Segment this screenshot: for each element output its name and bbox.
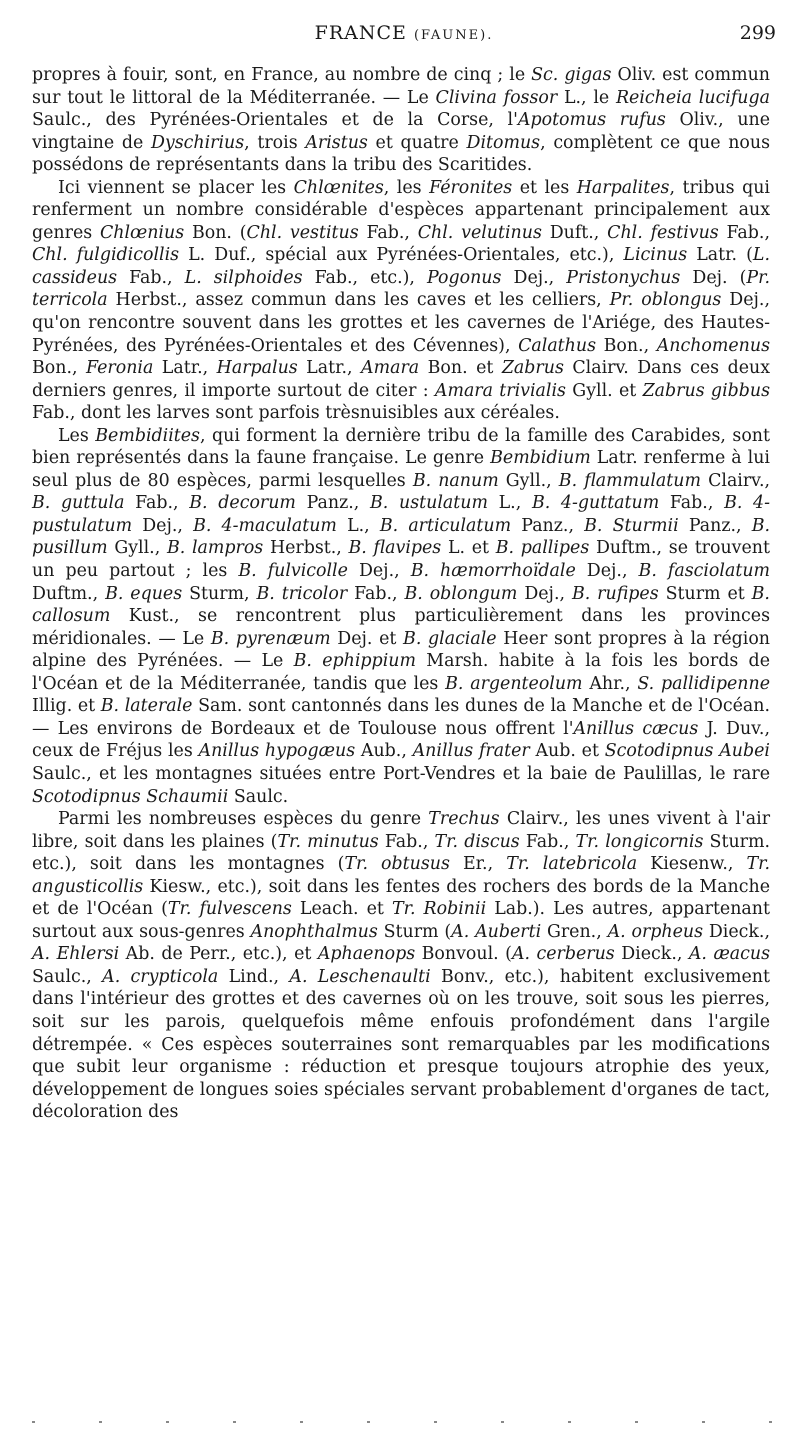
text-run: Fab., etc.), xyxy=(302,267,428,288)
taxon-name: Dyschirius xyxy=(150,132,245,153)
taxon-name: Ditomus xyxy=(466,132,541,153)
text-run: L. et xyxy=(441,538,496,559)
taxon-name: Tr. Robinii xyxy=(391,899,487,920)
paragraph xyxy=(32,808,770,1124)
text-run: Er., xyxy=(449,854,507,875)
text-run: Bon., xyxy=(596,335,657,356)
page-number: 299 xyxy=(739,22,776,44)
taxon-name: Scotodipnus Schaumii xyxy=(32,786,229,807)
taxon-name: Tr. latebricola xyxy=(506,854,638,875)
text-run: Oliv. est commun sur tout le littoral de la Méditerranée. — Le xyxy=(32,65,770,108)
taxon-name: Anophthalmus xyxy=(250,921,378,942)
taxon-name: A. Leschenaulti xyxy=(289,966,431,987)
text-run: L., xyxy=(336,515,380,536)
text-run: Fab., xyxy=(519,831,576,852)
text-run: Bon. et xyxy=(419,358,502,379)
text-run: et quatre xyxy=(367,132,467,153)
taxon-name: Aphaenops xyxy=(317,944,416,965)
taxon-name: B. nanum xyxy=(412,470,499,491)
text-run: Fab., dont les larves sont parfois trèsnuisibles aux céréales. xyxy=(32,403,560,424)
text-run: L. Duf., spécial aux Pyrénées-Orientales, etc.), xyxy=(179,245,624,266)
text-run: Clairv. Dans ces deux derniers genres, il importe surtout de citer : xyxy=(32,358,771,401)
body-text xyxy=(32,64,770,1124)
text-run: Latr., xyxy=(153,358,217,379)
text-run: Panz., xyxy=(678,515,752,536)
taxon-name: B. laterale xyxy=(100,696,193,717)
taxon-name: Amara trivialis xyxy=(434,380,566,401)
taxon-name: Anillus frater xyxy=(412,741,530,762)
taxon-name: Féronites xyxy=(429,177,513,198)
taxon-name: Anillus cæcus xyxy=(573,718,699,739)
text-run: Panz., xyxy=(511,515,585,536)
text-run: Gyll. et xyxy=(565,380,643,401)
text-run: Ici viennent se placer les xyxy=(58,177,294,198)
taxon-name: Licinus xyxy=(623,245,688,266)
text-run: Aub., xyxy=(355,741,413,762)
taxon-name: B. callosum xyxy=(32,583,770,627)
taxon-name: B. tricolor xyxy=(256,583,348,604)
text-run: Les xyxy=(58,425,96,446)
taxon-name: B. flammulatum xyxy=(558,470,701,491)
text-run: Dej. et xyxy=(330,628,404,649)
taxon-name: B. rufipes xyxy=(571,583,659,604)
taxon-name: B. argenteolum xyxy=(445,673,583,694)
text-run: Illig. et xyxy=(32,696,101,717)
taxon-name: B. guttula xyxy=(32,493,125,514)
text-run: Latr., xyxy=(297,358,362,379)
text-run: Clairv., xyxy=(700,470,770,491)
text-run: Bon., xyxy=(32,358,86,379)
taxon-name: B. eques xyxy=(105,583,183,604)
text-run: Kiesw., etc.), soit dans les fentes des rochers des bords de la Manche et de l'Océan ( xyxy=(32,876,770,920)
taxon-name: A. Ehlersi xyxy=(32,944,120,965)
taxon-name: Chlœnites xyxy=(293,177,384,198)
taxon-name: Zabrus gibbus xyxy=(642,380,771,401)
text-run: Panz., xyxy=(295,493,371,514)
taxon-name: B. ustulatum xyxy=(370,493,488,514)
taxon-name: Tr. longicornis xyxy=(575,831,704,852)
page-header xyxy=(32,22,776,56)
taxon-name: B. 4-pustulatum xyxy=(32,493,771,536)
taxon-name: Chl. fulgidicollis xyxy=(32,245,180,266)
taxon-name: Amara xyxy=(361,358,420,379)
taxon-name: B. ephippium xyxy=(293,651,416,672)
taxon-name: Tr. angusticollis xyxy=(32,854,770,897)
taxon-name: Tr. obtusus xyxy=(344,854,450,875)
text-run: Ahr., xyxy=(582,673,638,694)
taxon-name: Feronia xyxy=(86,358,154,379)
taxon-name: A. crypticola xyxy=(102,966,219,987)
text-run: Kust., se rencontrent plus particulièrement dans les provinces méridionales. — Le xyxy=(32,606,770,649)
taxon-name: Chl. vestitus xyxy=(246,222,359,243)
text-run: Dieck., xyxy=(703,921,770,942)
taxon-name: Scotodipnus Aubei xyxy=(604,741,770,762)
text-run: Leach. et xyxy=(291,899,392,920)
taxon-name: Bembidiites xyxy=(95,425,200,446)
taxon-name: Zabrus xyxy=(501,358,564,379)
taxon-name: A. orpheus xyxy=(607,921,704,942)
taxon-name: Reicheia lucifuga xyxy=(615,87,771,108)
text-run: , tribus qui renferment un nombre considérable d'espèces appartenant principalement aux genres xyxy=(32,177,770,243)
text-run: Sturm ( xyxy=(377,921,452,942)
text-run: Oliv., une vingtaine de xyxy=(32,110,771,153)
taxon-name: Aristus xyxy=(305,132,368,153)
taxon-name: B. 4-maculatum xyxy=(193,515,337,536)
taxon-name: Harpalus xyxy=(216,358,298,379)
text-run: Duftm., se trouvent un peu partout ; les xyxy=(32,538,770,582)
text-run: , trois xyxy=(244,132,306,153)
text-run: Sturm. etc.), soit dans les montagnes ( xyxy=(32,831,770,875)
text-run: Dej. ( xyxy=(680,267,747,288)
taxon-name: Pogonus xyxy=(427,267,502,288)
taxon-name: Anillus hypogæus xyxy=(198,741,356,762)
text-run: L., xyxy=(487,493,532,514)
taxon-name: Chlœnius xyxy=(99,222,185,243)
text-run: Dej., xyxy=(501,267,567,288)
text-run: Fab., xyxy=(718,222,770,243)
taxon-name: S. pallidipenne xyxy=(637,673,770,694)
text-run: Fab., xyxy=(347,583,405,604)
text-run: propres à fouir, sont, en France, au nombre de cinq ; le xyxy=(32,65,532,85)
text-run: Dej., xyxy=(132,515,194,536)
taxon-name: Clivina fossor xyxy=(435,87,558,108)
taxon-name: Calathus xyxy=(518,335,596,356)
text-run: Fab., xyxy=(124,493,190,514)
text-run: Heer sont propres à la région alpine des Pyrénées. — Le xyxy=(32,628,770,672)
running-title xyxy=(32,22,776,44)
taxon-name: A. æacus xyxy=(688,944,771,965)
text-run: Aub. et xyxy=(529,741,605,762)
taxon-name: Apotomus rufus xyxy=(517,110,666,131)
running-title-main: FRANCE xyxy=(314,22,414,44)
text-run: Lab.). Les autres, appartenant surtout aux sous-genres xyxy=(32,899,770,942)
text-run: Gren., xyxy=(541,921,608,942)
taxon-name: B. oblongum xyxy=(404,583,518,604)
taxon-name: Chl. festivus xyxy=(607,222,719,243)
text-run: Fab., xyxy=(358,222,418,243)
taxon-name: Trechus xyxy=(428,809,500,830)
text-run: Fab., xyxy=(117,267,185,288)
taxon-name: B. Sturmii xyxy=(584,515,679,536)
taxon-name: B. articulatum xyxy=(379,515,512,536)
taxon-name: B. pyrenæum xyxy=(210,628,331,649)
text-run: Bon. ( xyxy=(184,222,247,243)
text-run: Lind., xyxy=(218,966,290,987)
taxon-name: Tr. minutus xyxy=(277,831,379,852)
taxon-name: Anchomenus xyxy=(656,335,770,356)
text-run: Parmi les nombreuses espèces du genre xyxy=(58,809,429,830)
text-run: Saulc., xyxy=(32,966,103,987)
text-run: Sam. sont cantonnés dans les dunes de la Manche et de l'Océan. — Les environs de Bordeaux et de Toulouse nous offrent l' xyxy=(32,696,770,739)
taxon-name: Pr. oblongus xyxy=(609,290,722,311)
taxon-name: B. decorum xyxy=(189,493,296,514)
text-run: Bonv., etc.), habitent exclusivement dans l'intérieur des grottes et des cavernes où on les trouve, soit sous les pierres, soit sur les parois, quelquefois même enfouis profondément dans l'argile détrempée. « Ces espèces souterraines sont remarquables par les modifications que subit leur organisme : réduction et presque toujours atrophie des yeux, développement de longues soies spéciales servant probablement d'organes de tact, décoloration des xyxy=(32,966,770,1123)
taxon-name: A. cerberus xyxy=(511,944,615,965)
text-run: J. Duv., ceux de Fréjus les xyxy=(32,718,770,762)
text-run: Sturm, xyxy=(182,583,257,604)
text-run: , complètent ce que nous possédons de représentants dans la tribu des Scaritides. xyxy=(32,132,771,176)
taxon-name: B. fasciolatum xyxy=(638,561,771,582)
text-run: Saulc. xyxy=(228,786,289,807)
taxon-name: A. Auberti xyxy=(451,921,542,942)
taxon-name: Harpalites xyxy=(576,177,670,198)
text-run: Gyll., xyxy=(107,538,167,559)
text-run: Duft., xyxy=(541,222,608,243)
taxon-name: B. flavipes xyxy=(348,538,442,559)
text-run: , les xyxy=(383,177,430,198)
text-run: Ab. de Perr., etc.), et xyxy=(119,944,318,965)
text-run: Gyll., xyxy=(498,470,559,491)
taxon-name: Bembidium xyxy=(490,448,591,469)
taxon-name: Chl. velutinus xyxy=(417,222,542,243)
text-run: Fab., xyxy=(659,493,725,514)
text-run: Saulc., et les montagnes situées entre Port-Vendres et la baie de Paulillas, le rare xyxy=(32,763,770,784)
text-run: Latr. renferme à lui seul plus de 80 espèces, parmi lesquelles xyxy=(32,448,770,491)
text-run: Dej., xyxy=(517,583,572,604)
taxon-name: Tr. fulvescens xyxy=(167,899,292,920)
paragraph xyxy=(32,425,770,808)
taxon-name: Pr. terricola xyxy=(32,267,771,311)
text-run: L., le xyxy=(557,87,616,108)
text-run: Herbst., xyxy=(263,538,349,559)
taxon-name: B. pallipes xyxy=(495,538,590,559)
text-run: , qui forment la dernière tribu de la famille des Carabides, sont bien représentés dans la faune française. Le genre xyxy=(32,425,770,469)
taxon-name: B. hæmorrhoïdale xyxy=(410,561,576,582)
text-run: Dej., xyxy=(347,561,411,582)
taxon-name: B. glaciale xyxy=(403,628,497,649)
text-run: Bonvoul. ( xyxy=(415,944,512,965)
text-run: Sturm et xyxy=(658,583,752,604)
text-run: Dej., qu'on rencontre souvent dans les grottes et les cavernes de l'Ariége, des Hautes-Pyrénées, des Pyrénées-Orientales et des Cévennes), xyxy=(32,290,770,356)
taxon-name: L. silphoides xyxy=(184,267,303,288)
text-run: Latr. ( xyxy=(687,245,753,266)
text-run: Herbst., assez commun dans les caves et les celliers, xyxy=(107,290,610,311)
paragraph xyxy=(32,177,770,425)
taxon-name: B. fulvicolle xyxy=(238,561,348,582)
taxon-name: B. lampros xyxy=(166,538,264,559)
taxon-name: B. pusillum xyxy=(32,515,771,559)
text-run: Duftm., xyxy=(32,583,106,604)
text-run: et les xyxy=(512,177,577,198)
text-run: Kiesenw., xyxy=(637,854,747,875)
paragraph xyxy=(32,64,770,177)
text-run: Clairv., les unes vivent à l'air libre, soit dans les plaines ( xyxy=(32,809,771,852)
taxon-name: Sc. gigas xyxy=(531,65,612,85)
taxon-name: Pristonychus xyxy=(566,267,681,288)
running-title-paren: (FAUNE). xyxy=(413,28,494,43)
text-run: Dej., xyxy=(575,561,639,582)
text-run: Dieck., xyxy=(614,944,689,965)
text-run: Marsh. habite à la fois les bords de l'Océan et de la Méditerranée, tandis que les xyxy=(32,651,770,694)
taxon-name: Tr. discus xyxy=(434,831,520,852)
taxon-name: L. cassideus xyxy=(32,245,770,288)
taxon-name: B. 4-guttatum xyxy=(531,493,660,514)
text-run: Saulc., des Pyrénées-Orientales et de la Corse, l' xyxy=(32,110,518,131)
footer-dots xyxy=(32,1418,772,1426)
text-run: Fab., xyxy=(378,831,435,852)
